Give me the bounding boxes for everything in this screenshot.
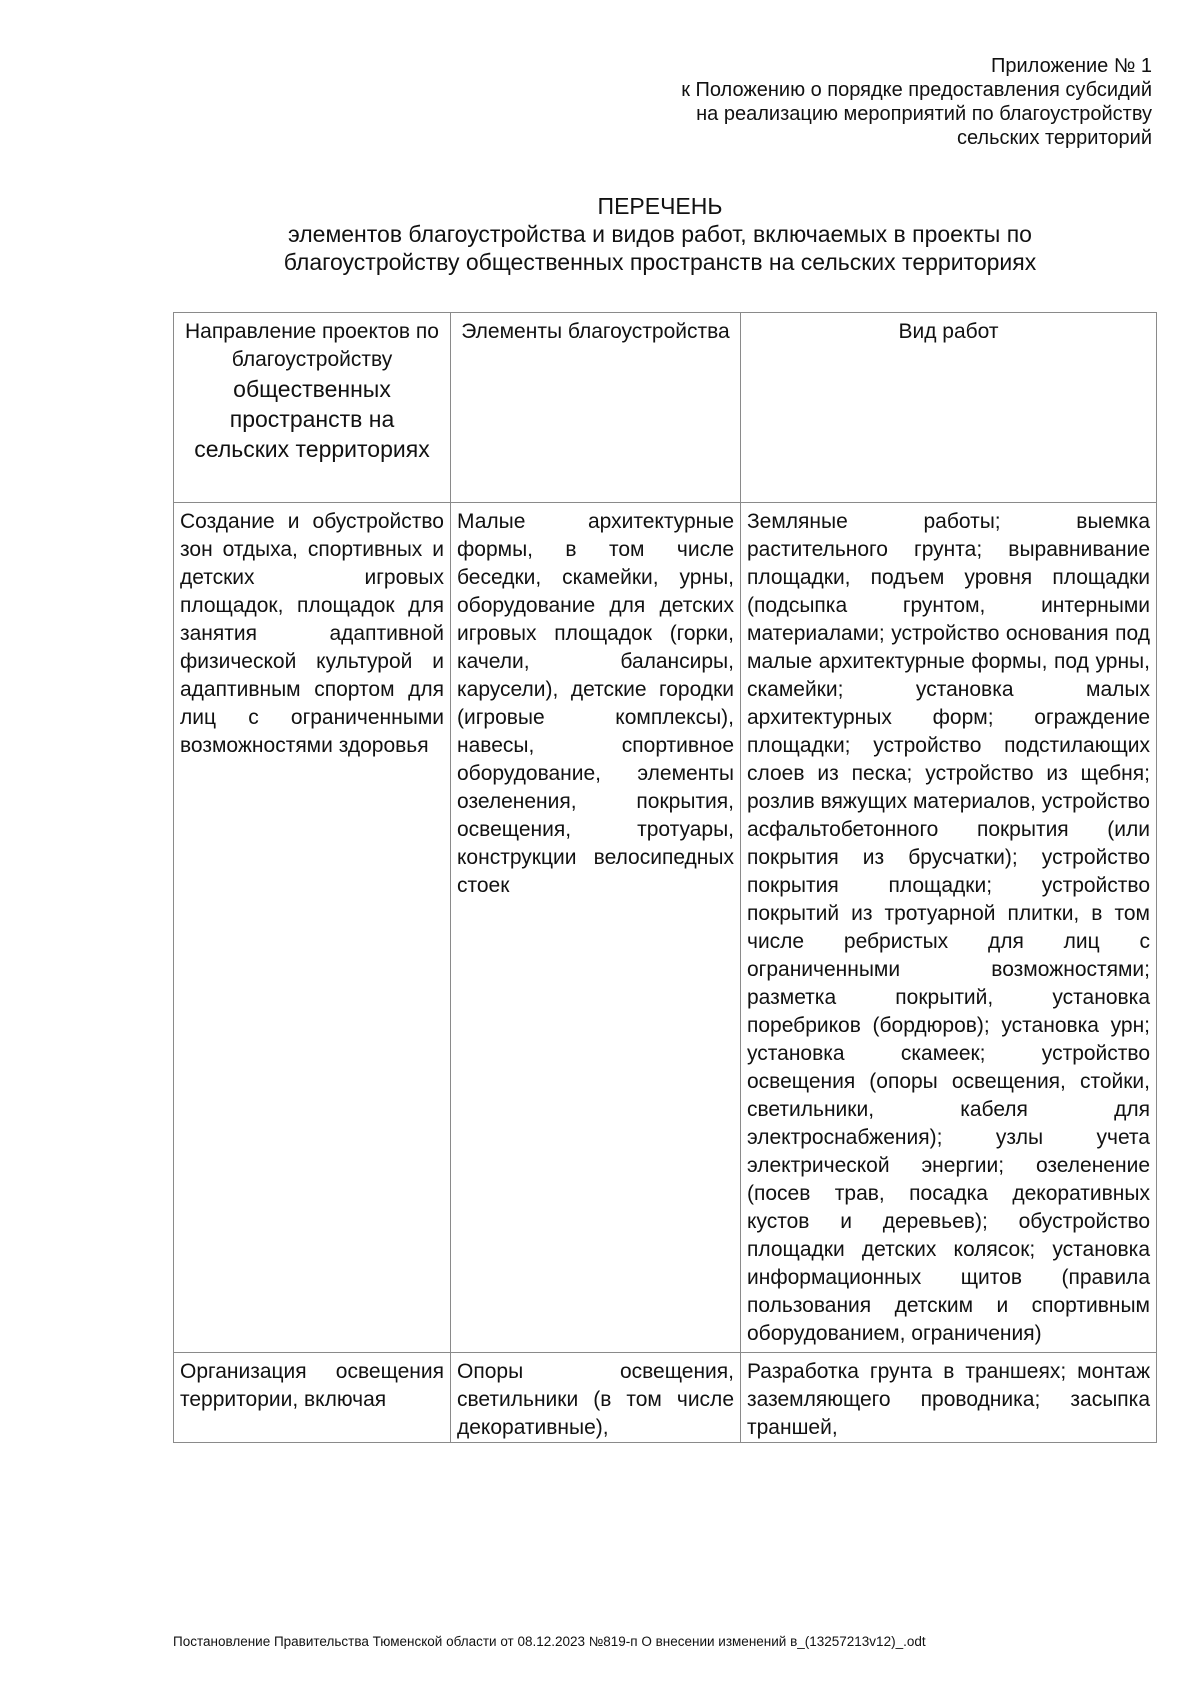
appendix-number: Приложение № 1 xyxy=(991,55,1152,77)
cell-works: Земляные работы; выемка растительного грунта; выравнивание площадки, подъем уровня площадки (подсыпка грунтом, интерными материалами; устройство основания под малые архитектурные формы, под урны, скамейки; установка малых архитектурных форм; ограждение площадки; устройство подстилающих слоев из песка; устройство из щебня; розлив вяжущих материалов, устройство асфальтобетонного покрытия (или покрытия из брусчатки); устройство покрытия площадки; устройство покрытий из тротуарной плитки, в том числе ребристых для лиц с ограниченными возможностями; разметка покрытий, установка поребриков (бордюров); установка урн; установка скамеек; устройство освещения (опоры освещения, стойки, светильники, кабеля для электроснабжения); узлы учета электрической энергии; озеленение (посев трав, посадка декоративных кустов и деревьев); обустройство площадки детских колясок; установка информационных щитов (правила пользования детским и спортивным оборудованием, ограничения) xyxy=(741,503,1157,1353)
table-row xyxy=(174,503,1157,1353)
header-direction-part-2: общественных пространств на сельских территориях xyxy=(194,376,430,462)
title-main: ПЕРЕЧЕНЬ xyxy=(597,193,723,219)
title-subtitle-line-1: элементов благоустройства и видов работ, включаемых в проекты по xyxy=(288,221,1032,247)
table-header-row xyxy=(174,313,1157,503)
cell-works: Разработка грунта в траншеях; монтаж заземляющего проводника; засыпка траншей, xyxy=(741,1353,1157,1443)
document-title xyxy=(166,192,1154,276)
cell-elements: Опоры освещения, светильники (в том числе декоративные), xyxy=(451,1353,741,1443)
works-table xyxy=(173,312,1157,1443)
page-footer: Постановление Правительства Тюменской области от 08.12.2023 №819-п О внесении изменений в_(13257213v12)_.odt xyxy=(173,1634,926,1649)
cell-direction: Организация освещения территории, включая xyxy=(174,1353,451,1443)
header-direction xyxy=(174,313,451,503)
header-direction-part-1: Направление проектов по благоустройству xyxy=(185,320,439,371)
table-row xyxy=(174,1353,1157,1443)
header-elements: Элементы благоустройства xyxy=(451,313,741,503)
cell-direction: Создание и обустройство зон отдыха, спортивных и детских игровых площадок, площадок для занятия адаптивной физической культурой и адаптивным спортом для лиц с ограниченными возможностями здоровья xyxy=(174,503,451,1353)
title-subtitle-line-2: благоустройству общественных пространств на сельских территориях xyxy=(283,249,1037,275)
appendix-line-4: сельских территорий xyxy=(956,127,1152,149)
appendix-header xyxy=(681,54,1152,150)
appendix-line-2: к Положению о порядке предоставления субсидий xyxy=(681,79,1152,101)
appendix-line-3: на реализацию мероприятий по благоустройству xyxy=(696,103,1152,125)
cell-elements: Малые архитектурные формы, в том числе беседки, скамейки, урны, оборудование для детских игровых площадок (горки, качели, балансиры, карусели), детские городки (игровые комплексы), навесы, спортивное оборудование, элементы озеленения, покрытия, освещения, тротуары, конструкции велосипедных стоек xyxy=(451,503,741,1353)
header-works: Вид работ xyxy=(741,313,1157,503)
